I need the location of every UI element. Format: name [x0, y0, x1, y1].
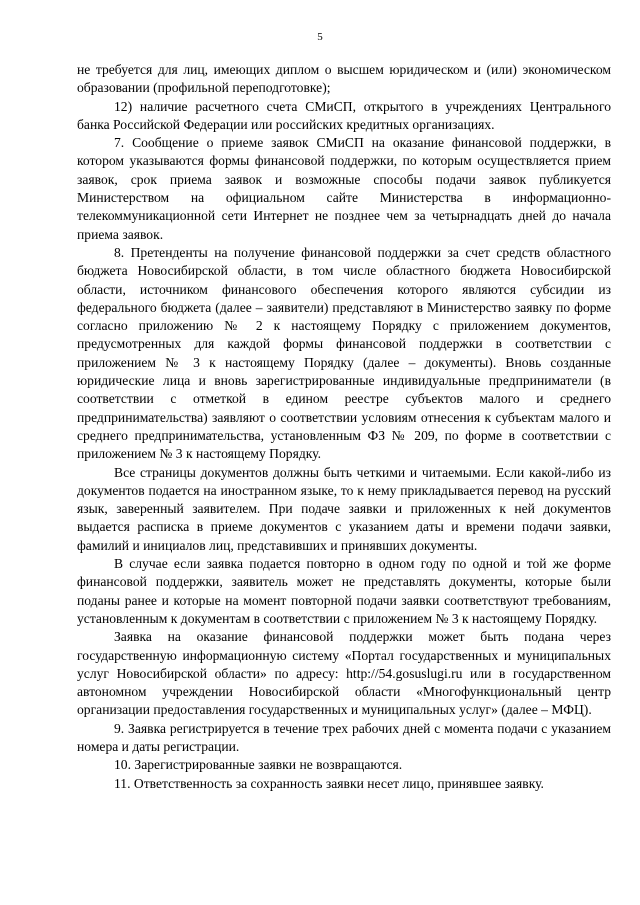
paragraph-item-12: 12) наличие расчетного счета СМиСП, открытого в учреждениях Центрального банка Российской Федерации или российских кредитных организациях. — [77, 98, 611, 132]
paragraph-section-9: 9. Заявка регистрируется в течение трех рабочих дней с момента подачи с указанием номера и даты регистрации. — [77, 720, 611, 754]
paragraph-continuation: не требуется для лиц, имеющих диплом о высшем юридическом и (или) экономическом образовании (профильной переподготовке); — [77, 62, 611, 96]
paragraph-documents-requirements: Все страницы документов должны быть четкими и читаемыми. Если какой-либо из документов подается на иностранном языке, то к нему прикладывается перевод на русский язык, заверенный заявителем. При подаче заявки и приложенных к ней документов выдается расписка в приеме документов с указанием даты и времени подачи заявки, фамилий и инициалов лиц, представивших и принявших документы. — [77, 464, 611, 553]
paragraph-online-application: Заявка на оказание финансовой поддержки может быть подана через государственную информационную систему «Портал государственных и муниципальных услуг Новосибирской области» по адресу: http://54.gosuslugi.ru или в государственном автономном учреждении Новосибирской области «Многофункциональный центр организации предоставления государственных и муниципальных услуг» (далее – МФЦ). — [77, 629, 611, 718]
paragraph-section-10: 10. Зарегистрированные заявки не возвращаются. — [114, 757, 403, 773]
paragraph-section-11: 11. Ответственность за сохранность заявки несет лицо, принявшее заявку. — [114, 775, 544, 791]
page-number: 5 — [317, 31, 323, 43]
document-body — [77, 61, 611, 793]
paragraph-section-7: 7. Сообщение о приеме заявок СМиСП на оказание финансовой поддержки, в котором указываются формы финансовой поддержки, по которым осуществляется прием заявок, срок приема заявок и возможные способы подачи заявок публикуется Министерством на официальном сайте Министерства в информационно-телекоммуникационной сети Интернет не позднее чем за четырнадцать дней до начала приема заявок. — [77, 135, 611, 242]
paragraph-repeat-application: В случае если заявка подается повторно в одном году по одной и той же форме финансовой поддержки, заявитель может не представлять документы, которые были поданы ранее и которые на момент повторной подачи заявки соответствуют требованиям, установленным к документам в соответствии с приложением № 3 к настоящему Порядку. — [77, 556, 611, 626]
paragraph-section-8: 8. Претенденты на получение финансовой поддержки за счет средств областного бюджета Новосибирской области, в том числе областного бюджета Новосибирской области, источником финансового обеспечения которого являются субсидии из федерального бюджета (далее – заявители) представляют в Министерство заявку по форме согласно приложению № 2 к настоящему Порядку с приложением документов, предусмотренных для каждой формы финансовой поддержки в соответствии с приложением № 3 к настоящему Порядку (далее – документы). Вновь созданные юридические лица и вновь зарегистрированные индивидуальные предприниматели (в соответствии с отметкой в едином реестре субъектов малого и среднего предпринимательства) заявляют о соответствии условиям отнесения к субъектам малого и среднего предпринимательства, установленным ФЗ № 209, по форме в соответствии с приложением № 3 к настоящему Порядку. — [77, 244, 611, 462]
